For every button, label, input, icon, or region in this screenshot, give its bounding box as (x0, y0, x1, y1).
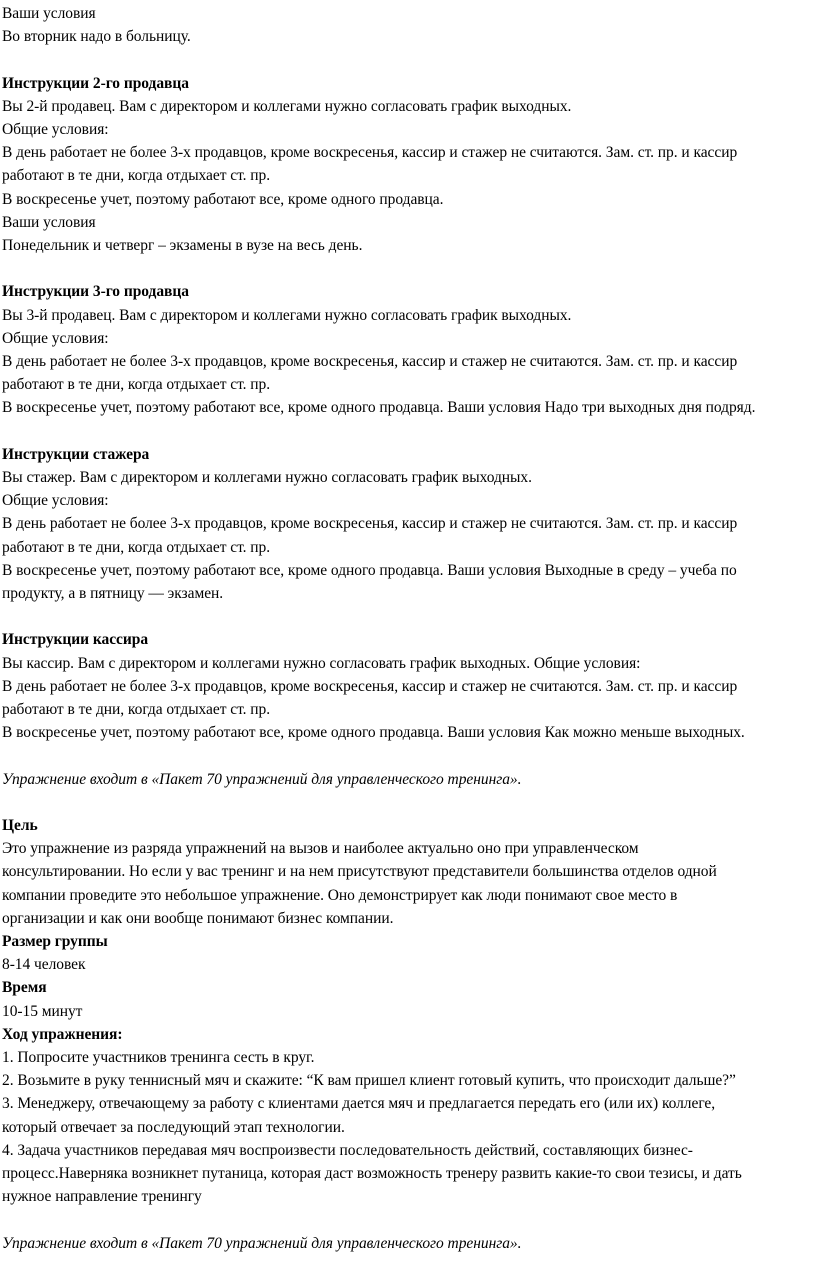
seller2-conditions-text: Понедельник и четверг – экзамены в вузе на весь день. (2, 237, 363, 255)
seller2-rule1-line1: В день работает не более 3-х продавцов, кроме воскресенья, кассир и стажер не считаются. Зам. ст. пр. и кассир (2, 144, 738, 162)
intern-intro: Вы стажер. Вам с директором и коллегами нужно согласовать график выходных. (2, 469, 532, 487)
seller2-rule1-line2: работают в те дни, когда отдыхает ст. пр. (2, 167, 271, 185)
seller3-intro: Вы 3-й продавец. Вам с директором и коллегами нужно согласовать график выходных. (2, 306, 572, 324)
step-3-line1: 3. Менеджеру, отвечающему за работу с клиентами дается мяч и предлагается передать его (или их) коллеге, (2, 1095, 716, 1113)
spacer (2, 420, 816, 443)
seller2-intro: Вы 2-й продавец. Вам с директором и коллегами нужно согласовать график выходных. (2, 97, 572, 115)
goal-line4: организации и как они вообще понимают бизнес компании. (2, 909, 394, 927)
cashier-rule2: В воскресенье учет, поэтому работают все, кроме одного продавца. Ваши условия Как можно меньше выходных. (2, 724, 745, 742)
seller3-heading: Инструкции 3-го продавца (2, 283, 189, 301)
intern-heading: Инструкции стажера (2, 445, 150, 463)
cashier-intro: Вы кассир. Вам с директором и коллегами нужно согласовать график выходных. Общие условия: (2, 654, 641, 672)
step-2: 2. Возьмите в руку теннисный мяч и скажите: “К вам пришел клиент готовый купить, что происходит дальше?” (2, 1072, 736, 1090)
package-note-footer: Упражнение входит в «Пакет 70 упражнений для управленческого тренинга». (2, 1234, 522, 1252)
goal-heading: Цель (2, 817, 38, 835)
spacer (2, 48, 816, 71)
goal-line3: компании проведите это небольшое упражнение. Оно демонстрирует как люди понимают свое место в (2, 886, 678, 904)
cashier-heading: Инструкции кассира (2, 631, 149, 649)
step-1: 1. Попросите участников тренинга сесть в круг. (2, 1049, 315, 1067)
seller2-general-label: Общие условия: (2, 121, 109, 138)
step-3-line2: который отвечает за последующий этап технологии. (2, 1118, 345, 1136)
intern-general-label: Общие условия: (2, 492, 109, 510)
spacer (2, 1208, 816, 1231)
seller3-rule1-line2: работают в те дни, когда отдыхает ст. пр. (2, 376, 271, 394)
conditions-label: Ваши условия (2, 5, 96, 22)
package-note: Упражнение входит в «Пакет 70 упражнений для управленческого тренинга». (2, 770, 522, 788)
step-4-line2: процесс.Наверняка возникнет путаница, которая даст возможность тренеру развить какие-то свои тезисы, и дать (2, 1165, 742, 1183)
seller3-rule1-line1: В день работает не более 3-х продавцов, кроме воскресенья, кассир и стажер не считаются. Зам. ст. пр. и кассир (2, 353, 738, 371)
cashier-rule1-line2: работают в те дни, когда отдыхает ст. пр. (2, 701, 271, 719)
spacer (2, 605, 816, 628)
seller3-rule2: В воскресенье учет, поэтому работают все, кроме одного продавца. Ваши условия Надо три выходных дня подряд. (2, 399, 756, 417)
goal-line2: консультировании. Но если у вас тренинг и на нем присутствуют представители большинства отделов одной (2, 863, 717, 881)
intern-rule2-line2: продукту, а в пятницу — экзамен. (2, 585, 224, 603)
cashier-rule1-line1: В день работает не более 3-х продавцов, кроме воскресенья, кассир и стажер не считаются. Зам. ст. пр. и кассир (2, 677, 738, 695)
spacer (2, 744, 816, 767)
spacer (2, 791, 816, 814)
conditions-text: Во вторник надо в больницу. (2, 28, 191, 46)
steps-heading: Ход упражнения: (2, 1025, 123, 1043)
intern-rule2-line1: В воскресенье учет, поэтому работают все, кроме одного продавца. Ваши условия Выходные в среду – учеба по (2, 561, 737, 579)
time-heading: Время (2, 979, 47, 997)
time-value: 10-15 минут (2, 1002, 83, 1020)
step-4-line3: нужное направление тренингу (2, 1188, 202, 1206)
step-4-line1: 4. Задача участников передавая мяч воспроизвести последовательность действий, составляющих бизнес- (2, 1141, 693, 1159)
group-size-heading: Размер группы (2, 933, 108, 951)
intern-rule1-line2: работают в те дни, когда отдыхает ст. пр. (2, 538, 271, 556)
seller2-conditions-label: Ваши условия (2, 213, 96, 231)
spacer (2, 257, 816, 280)
seller2-rule2: В воскресенье учет, поэтому работают все, кроме одного продавца. (2, 190, 444, 208)
group-size-value: 8-14 человек (2, 956, 86, 974)
intern-rule1-line1: В день работает не более 3-х продавцов, кроме воскресенья, кассир и стажер не считаются. Зам. ст. пр. и кассир (2, 515, 738, 533)
seller2-heading: Инструкции 2-го продавца (2, 74, 189, 92)
seller3-general-label: Общие условия: (2, 329, 109, 347)
goal-line1: Это упражнение из разряда упражнений на вызов и наиболее актуально оно при управленческом (2, 840, 639, 858)
